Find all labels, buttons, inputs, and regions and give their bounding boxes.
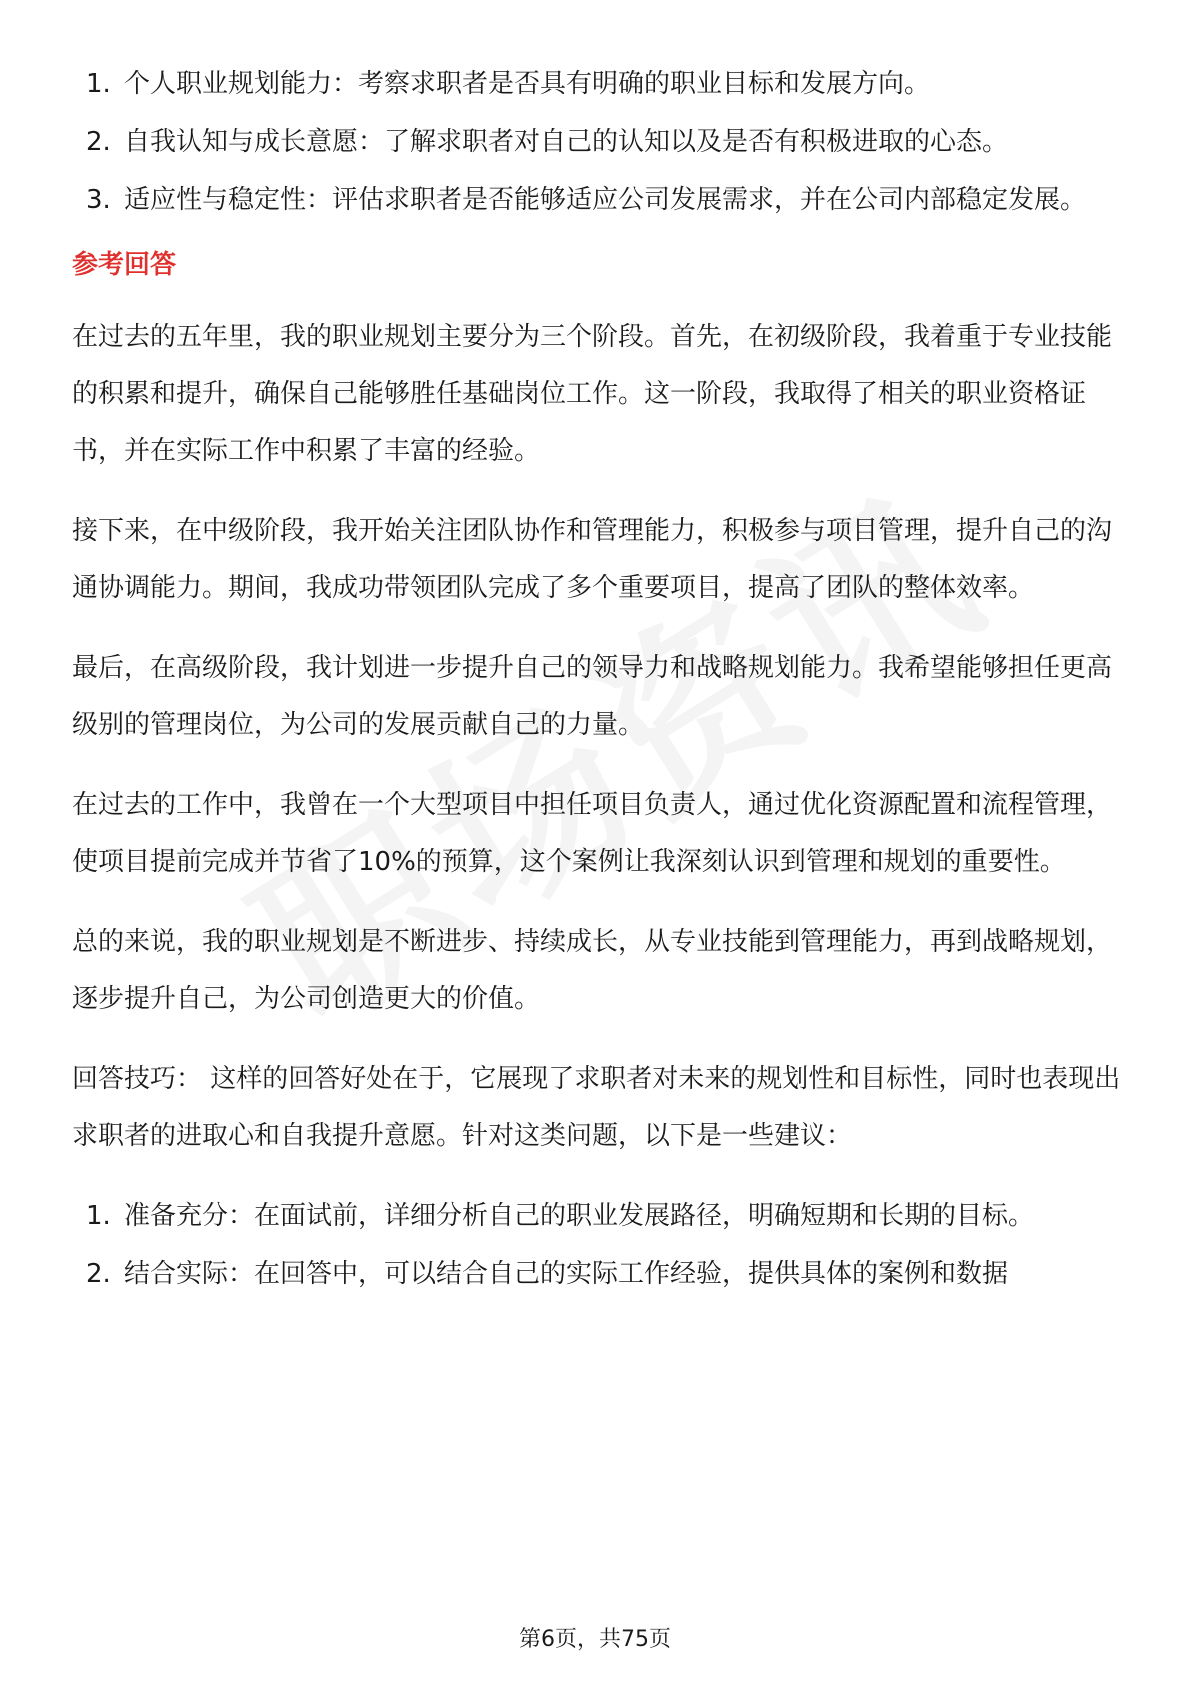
tips-list <box>72 1188 1122 1303</box>
list-item <box>72 172 1122 229</box>
paragraph: 最后，在高级阶段，我计划进一步提升自己的领导力和战略规划能力。我希望能够担任更高级别的管理岗位，为公司的发展贡献自己的力量。 <box>72 653 1113 740</box>
list-number: 2. <box>86 1259 111 1289</box>
list-item <box>72 56 1122 113</box>
list-number: 1. <box>86 69 111 99</box>
list-item-text: 个人职业规划能力：考察求职者是否具有明确的职业目标和发展方向。 <box>124 69 931 99</box>
page-footer: 第6页，共75页 <box>519 1627 671 1652</box>
list-item <box>72 1246 1122 1303</box>
list-item-text: 准备充分：在面试前，详细分析自己的职业发展路径，明确短期和长期的目标。 <box>124 1201 1035 1231</box>
paragraph: 接下来，在中级阶段，我开始关注团队协作和管理能力，积极参与项目管理，提升自己的沟通协调能力。期间，我成功带领团队完成了多个重要项目，提高了团队的整体效率。 <box>72 516 1113 603</box>
list-item-text: 结合实际：在回答中，可以结合自己的实际工作经验，提供具体的案例和数据 <box>124 1259 1009 1289</box>
paragraph-tips-intro: 回答技巧： 这样的回答好处在于，它展现了求职者对未来的规划性和目标性，同时也表现出求职者的进取心和自我提升意愿。针对这类问题，以下是一些建议： <box>72 1064 1121 1151</box>
criteria-list <box>72 56 1122 229</box>
list-number: 2. <box>86 127 111 157</box>
paragraph: 总的来说，我的职业规划是不断进步、持续成长，从专业技能到管理能力，再到战略规划，逐步提升自己，为公司创造更大的价值。 <box>72 927 1113 1014</box>
list-number: 1. <box>86 1201 111 1231</box>
list-item <box>72 114 1122 171</box>
list-item-text: 自我认知与成长意愿：了解求职者对自己的认知以及是否有积极进取的心态。 <box>124 127 1009 157</box>
section-heading-reference: 参考回答 <box>72 250 177 280</box>
paragraph: 在过去的工作中，我曾在一个大型项目中担任项目负责人，通过优化资源配置和流程管理，使项目提前完成并节省了10%的预算，这个案例让我深刻认识到管理和规划的重要性。 <box>72 790 1113 877</box>
list-number: 3. <box>86 185 111 215</box>
document-body <box>72 56 1122 1304</box>
list-item <box>72 1188 1122 1245</box>
list-item-text: 适应性与稳定性：评估求职者是否能够适应公司发展需求，并在公司内部稳定发展。 <box>124 185 1087 215</box>
paragraph: 在过去的五年里，我的职业规划主要分为三个阶段。首先，在初级阶段，我着重于专业技能的积累和提升，确保自己能够胜任基础岗位工作。这一阶段，我取得了相关的职业资格证书，并在实际工作中积累了丰富的经验。 <box>72 322 1113 466</box>
